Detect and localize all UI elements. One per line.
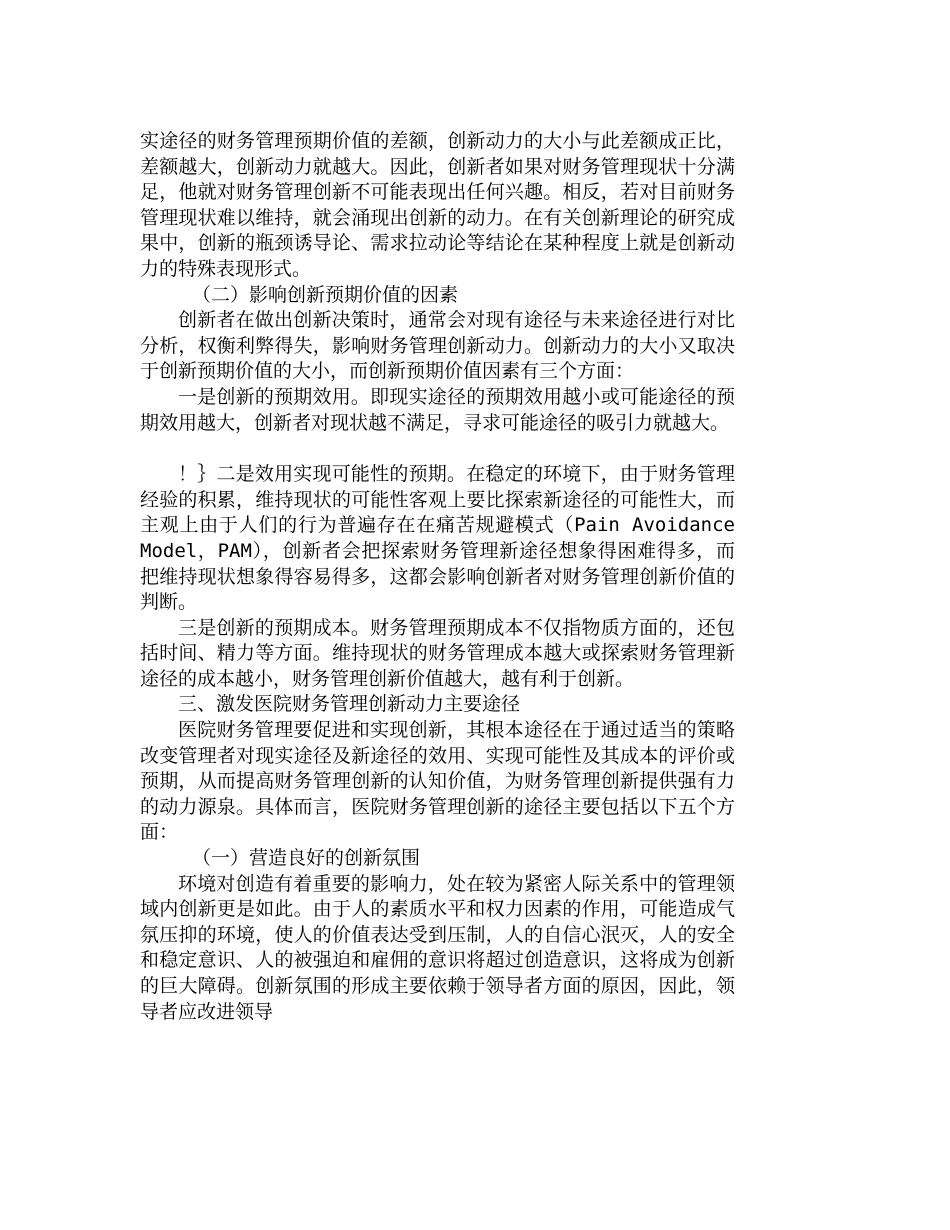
paragraph-realization-possibility: [140, 462, 735, 616]
paragraph-environment: 环境对创造有着重要的影响力，处在较为紧密人际关系中的管理领域内创新更是如此。由于人的素质水平和权力因素的作用，可能造成气氛压抑的环境，使人的价值表达受到压制，人的自信心泯灭，人的安全和稳定意识、人的被强迫和雇佣的意识将超过创造意识，这将成为创新的巨大障碍。创新氛围的形成主要依赖于领导者方面的原因，因此，领导者应改进领导: [140, 872, 735, 1023]
paragraph-fundamental-approach: 医院财务管理要促进和实现创新，其根本途径在于通过适当的策略改变管理者对现实途径及新途径的效用、实现可能性及其成本的评价或预期，从而提高财务管理创新的认知价值，为财务管理创新提供强有力的动力源泉。具体而言，医院财务管理创新的途径主要包括以下五个方面：: [140, 719, 735, 844]
document-page: [140, 129, 735, 1025]
pam-term: Pain Avoidance Model，PAM: [140, 514, 735, 562]
section-heading-main-approaches: 三、激发医院财务管理创新动力主要途径: [178, 693, 521, 716]
paragraph-innovation-motivation: 实途径的财务管理预期价值的差额，创新动力的大小与此差额成正比，差额越大，创新动力就越大。因此，创新者如果对财务管理现状十分满足，他就对财务管理创新不可能表现出任何兴趣。相反，若对目前财务管理现状难以维持，就会涌现出创新的动力。在有关创新理论的研究成果中，创新的瓶颈诱导论、需求拉动论等结论在某种程度上就是创新动力的特殊表现形式。: [140, 130, 735, 280]
paragraph-realization-part1: ！｝二是效用实现可能性的预期。在稳定的环境下，由于财务管理经验的积累，维持现状的可能性客观上要比探索新途径的可能性大，而主观上由于人们的行为普遍存在在痛苦规避模式（: [140, 463, 735, 537]
paragraph-realization-part2: ），创新者会把探索财务管理新途径想象得困难得多，而把维持现状想象得容易得多，这都会影响创新者对财务管理创新价值的判断。: [140, 539, 735, 614]
paragraph-expected-utility: 一是创新的预期效用。即现实途径的预期效用越小或可能途径的预期效用越大，创新者对现状越不满足，寻求可能途径的吸引力就越大。: [140, 385, 735, 434]
paragraph-decision-analysis: 创新者在做出创新决策时，通常会对现有途径与未来途径进行对比分析，权衡利弊得失，影响财务管理创新动力。创新动力的大小又取决于创新预期价值的大小，而创新预期价值因素有三个方面：: [140, 309, 735, 383]
section-heading-expected-value-factors: （二）影响创新预期价值的因素: [192, 283, 459, 306]
section-heading-innovation-atmosphere: （一）营造良好的创新氛围: [192, 847, 421, 870]
paragraph-expected-cost: 三是创新的预期成本。财务管理预期成本不仅指物质方面的，还包括时间、精力等方面。维持现状的财务管理成本越大或探索财务管理新途径的成本越小，财务管理创新价值越大，越有利于创新。: [140, 616, 735, 690]
